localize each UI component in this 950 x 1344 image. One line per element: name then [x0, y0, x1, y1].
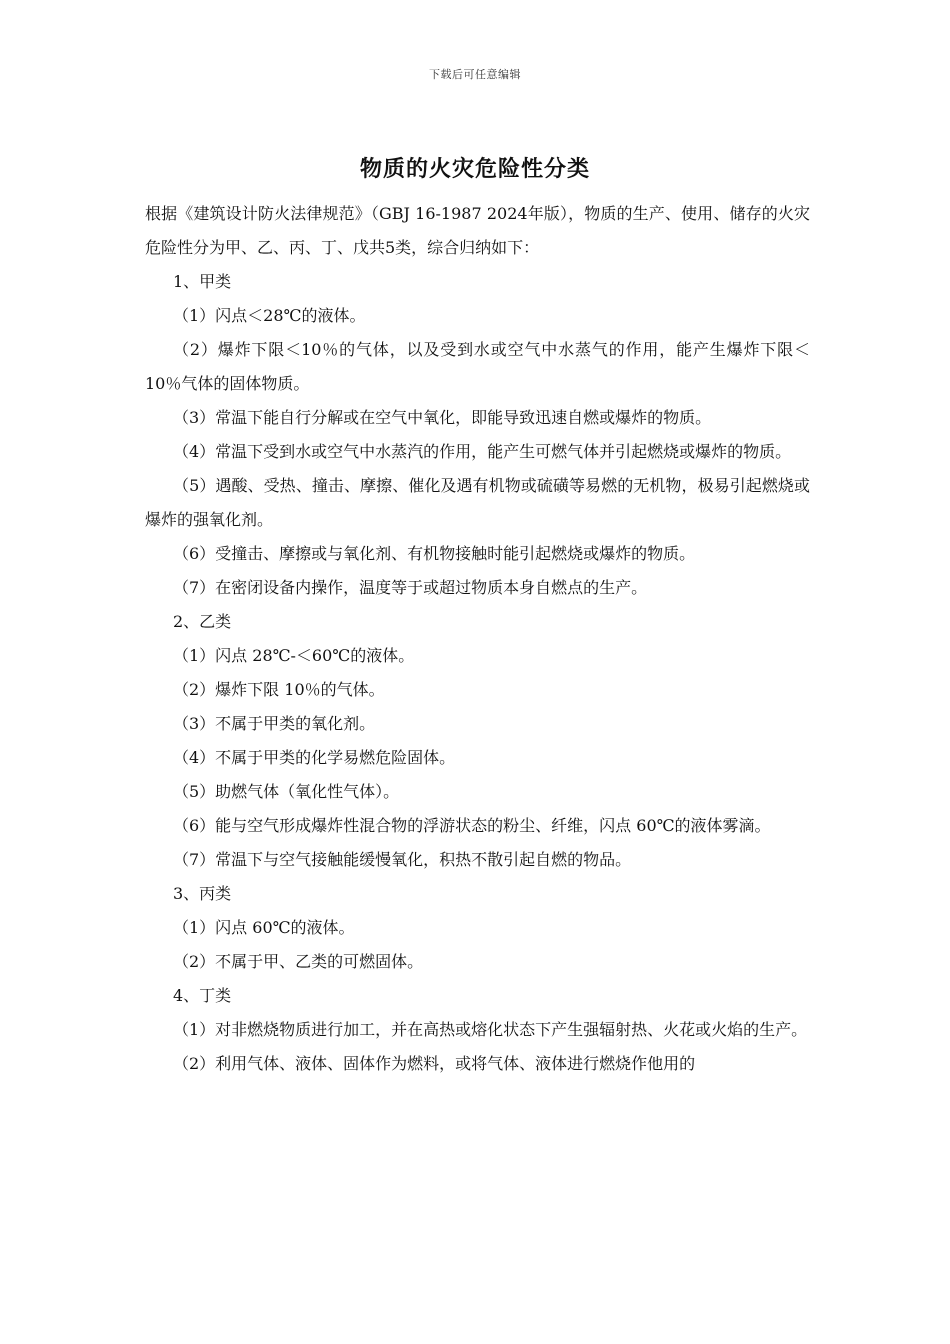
list-item: （2）爆炸下限 10％的气体。: [173, 680, 385, 699]
section-heading-bing: 3、丙类: [173, 884, 232, 903]
document-title: 物质的火灾危险性分类: [359, 157, 590, 182]
list-item: （6）受撞击、摩擦或与氧化剂、有机物接触时能引起燃烧或爆炸的物质。: [173, 544, 696, 563]
section-heading-yi: 2、乙类: [173, 612, 232, 631]
list-item: （2）爆炸下限＜10％的气体，以及受到水或空气中水蒸气的作用，能产生爆炸下限＜10％气体的固体物质。: [145, 340, 810, 393]
list-item: （4）不属于甲类的化学易燃危险固体。: [173, 748, 456, 767]
list-item: （1）对非燃烧物质进行加工，并在高热或熔化状态下产生强辐射热、火花或火焰的生产。: [173, 1020, 808, 1039]
list-item: （3）常温下能自行分解或在空气中氧化，即能导致迅速自燃或爆炸的物质。: [173, 408, 712, 427]
list-item: （3）不属于甲类的氧化剂。: [173, 714, 376, 733]
list-item: （4）常温下受到水或空气中水蒸汽的作用，能产生可燃气体并引起燃烧或爆炸的物质。: [173, 442, 792, 461]
list-item: （5）助燃气体（氧化性气体）。: [173, 782, 400, 801]
list-item: （1）闪点 28℃-＜60℃的液体。: [173, 646, 415, 665]
document-body: [145, 197, 810, 1081]
list-item: （7）在密闭设备内操作，温度等于或超过物质本身自燃点的生产。: [173, 578, 648, 597]
list-item: （2）不属于甲、乙类的可燃固体。: [173, 952, 424, 971]
list-item: （5）遇酸、受热、撞击、摩擦、催化及遇有机物或硫磺等易燃的无机物，极易引起燃烧或爆炸的强氧化剂。: [145, 476, 810, 529]
list-item: （6）能与空气形成爆炸性混合物的浮游状态的粉尘、纤维，闪点 60℃的液体雾滴。: [173, 816, 771, 835]
list-item: （1）闪点＜28℃的液体。: [173, 306, 366, 325]
intro-paragraph: 根据《建筑设计防火法律规范》（GBJ 16-1987 2024年版），物质的生产、使用、储存的火灾危险性分为甲、乙、丙、丁、戊共5类，综合归纳如下：: [145, 204, 810, 257]
list-item: （1）闪点 60℃的液体。: [173, 918, 355, 937]
list-item: （7）常温下与空气接触能缓慢氧化，积热不散引起自燃的物品。: [173, 850, 632, 869]
header-note: 下载后可任意编辑: [429, 68, 521, 81]
list-item: （2）利用气体、液体、固体作为燃料，或将气体、液体进行燃烧作他用的: [173, 1054, 696, 1073]
section-heading-ding: 4、丁类: [173, 986, 232, 1005]
section-heading-jia: 1、甲类: [173, 272, 232, 291]
